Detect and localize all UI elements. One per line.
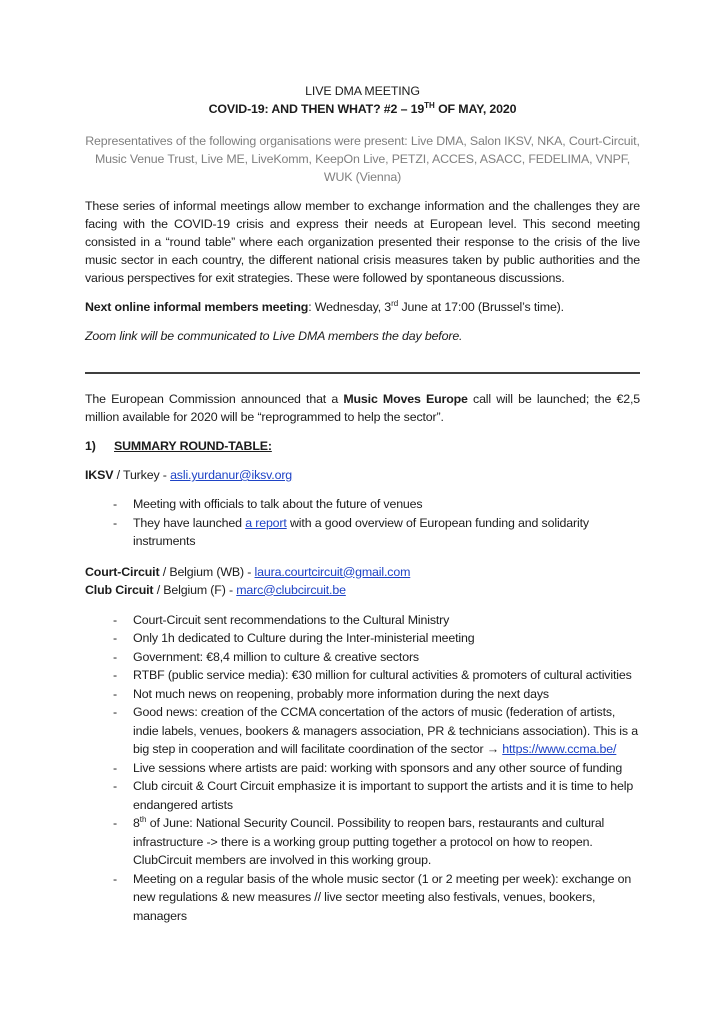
bullet-item: - Government: €8,4 million to culture & creative sectors: [85, 648, 640, 667]
bullet-item: - Live sessions where artists are paid: working with sponsors and any other source of funding: [85, 759, 640, 778]
meeting-subtitle-line: COVID-19: AND THEN WHAT? #2 – 19TH OF MAY, 2020: [208, 100, 517, 116]
document-content: [85, 82, 640, 937]
belgium-org-block: [85, 563, 640, 599]
club-circuit-email-link[interactable]: marc@clubcircuit.be: [236, 582, 346, 597]
bullet-item: - RTBF (public service media): €30 million for cultural activities & promoters of cultural activities: [85, 666, 640, 685]
bullet-item: - Meeting with officials to talk about the future of venues: [85, 495, 640, 514]
doc-title: [85, 82, 640, 118]
heading-number: 1): [85, 439, 96, 453]
meeting-title-line: LIVE DMA MEETING: [305, 84, 420, 98]
bullet-item: - Good news: creation of the CCMA concertation of the actors of music (federation of artists, indie labels, venues, bookers & managers association, PR & technicians association). This is a big step in cooperation and will facilitate coordination of the sector → https://www.ccma.be/: [85, 703, 640, 759]
bullet-item: - They have launched a report with a good overview of European funding and solidarity instruments: [85, 514, 640, 551]
bullet-item: - Court-Circuit sent recommendations to the Cultural Ministry: [85, 611, 640, 630]
ec-announcement-paragraph: The European Commission announced that a Music Moves Europe call will be launched; the €2,5 million available for 2020 will be “reprogrammed to help the sector”.: [85, 392, 640, 424]
report-link[interactable]: a report: [245, 515, 287, 530]
bullet-item: - Meeting on a regular basis of the whole music sector (1 or 2 meeting per week): exchange on new regulations & new measures // live sector meeting also festivals, venues, bookers, managers: [85, 870, 640, 926]
summary-heading: [85, 437, 640, 455]
ccma-link[interactable]: https://www.ccma.be/: [502, 742, 617, 756]
bullet-item: - Club circuit & Court Circuit emphasize it is important to support the artists and it is time to help endangered artists: [85, 777, 640, 814]
iksv-header-line: IKSV / Turkey - asli.yurdanur@iksv.org: [85, 468, 293, 482]
next-meeting-line: Next online informal members meeting: Wednesday, 3rd June at 17:00 (Brussel’s time).: [85, 298, 564, 314]
bullet-item: - Not much news on reopening, probably more information during the next days: [85, 685, 640, 704]
bullet-item: - Only 1h dedicated to Culture during the Inter-ministerial meeting: [85, 629, 640, 648]
iksv-email-link[interactable]: asli.yurdanur@iksv.org: [170, 468, 293, 482]
zoom-link-note: Zoom link will be communicated to Live DMA members the day before.: [85, 329, 463, 343]
club-circuit-line: Club Circuit / Belgium (F) - marc@clubcircuit.be: [85, 582, 346, 597]
belgium-bullet-list: [85, 611, 640, 926]
section-divider: [85, 372, 640, 374]
court-circuit-email-link[interactable]: laura.courtcircuit@gmail.com: [254, 564, 411, 579]
intro-paragraph: These series of informal meetings allow member to exchange information and the challenges they are facing with the COVID-19 crisis and express their needs at European level. This second meeting consisted in a “round table” where each organization presented their response to the crisis of the live music sector in each country, the different national crisis measures taken by public authorities and the various perspectives for exit strategies. These were followed by spontaneous discussions.: [85, 199, 640, 285]
heading-text: SUMMARY ROUND-TABLE:: [114, 439, 272, 453]
court-circuit-line: Court-Circuit / Belgium (WB) - laura.courtcircuit@gmail.com: [85, 564, 411, 579]
iksv-bullet-list: [85, 495, 640, 551]
bullet-item: - 8th of June: National Security Council. Possibility to reopen bars, restaurants and cultural infrastructure -> there is a working group putting together a protocol on how to reopen. ClubCircuit members are involved in this working group.: [85, 814, 640, 870]
attendees-paragraph: Representatives of the following organisations were present: Live DMA, Salon IKSV, NKA, Court-Circuit, Music Venue Trust, Live ME, LiveKomm, KeepOn Live, PETZI, ACCES, ASACC, FEDELIMA, VNPF, WUK (Vienna): [85, 134, 640, 184]
